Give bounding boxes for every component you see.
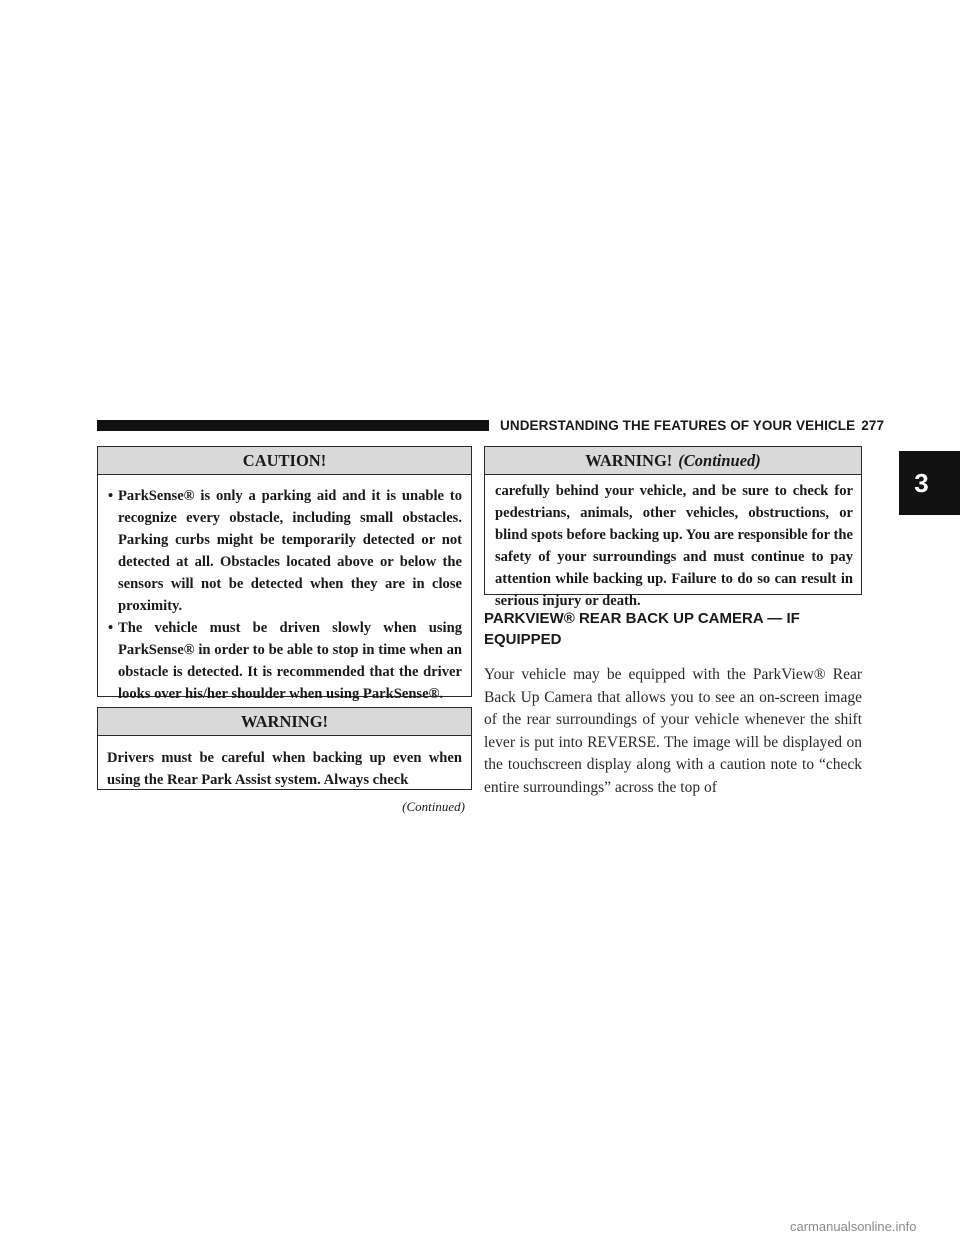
warning-text: Drivers must be careful when backing up even when using the Rear Park Assist system. Always check: [107, 750, 462, 788]
page-number: 277: [861, 418, 885, 433]
section-paragraph: Your vehicle may be equipped with the ParkView® Rear Back Up Camera that allows you to see an on-screen image of the rear surroundings of your vehicle whenever the shift lever is put into REVERSE. The image will be displayed on the touchscreen display along with a caution note to “check entire surroundings” across the top of: [484, 666, 862, 796]
header-title: UNDERSTANDING THE FEATURES OF YOUR VEHICLE: [500, 418, 856, 433]
caution-title: CAUTION!: [98, 447, 471, 475]
chapter-tab: [899, 451, 960, 515]
section-heading: PARKVIEW® REAR BACK UP CAMERA — IF EQUIPPED: [484, 610, 800, 648]
caution-item-text: The vehicle must be driven slowly when using ParkSense® in order to be able to stop in time when an obstacle is detected. It is recommended that the driver looks over his/her shoulder when using ParkSense®.: [118, 620, 462, 702]
warning-title: WARNING!: [98, 708, 471, 736]
caution-item: [108, 617, 462, 705]
warning-continued-suffix: (Continued): [678, 451, 761, 470]
warning-box: [97, 707, 472, 790]
running-header: [500, 418, 884, 433]
header-rule: [97, 420, 489, 431]
caution-item: [108, 485, 462, 617]
watermark: carmanualsonline.info: [790, 1219, 917, 1234]
caution-list: [98, 475, 471, 705]
bullet: •: [108, 488, 114, 504]
continued-note: (Continued): [402, 799, 465, 814]
caution-item-text: ParkSense® is only a parking aid and it is unable to recognize every obstacle, including small obstacles. Parking curbs might be temporarily detected or not detected at all. Obstacles located above or below the sensors will not be detected when they are in close proximity.: [118, 488, 462, 614]
warning-continued-title: [485, 447, 861, 475]
bullet: •: [108, 620, 114, 636]
warning-continued-box: [484, 446, 862, 609]
warning-continued-text: carefully behind your vehicle, and be sure to check for pedestrians, animals, other vehicles, obstructions, or blind spots before backing up. You are responsible for the safety of your surroundings and must continue to pay attention while backing up. Failure to do so can result in serious injury or death.: [495, 483, 853, 609]
caution-box: [97, 446, 472, 702]
chapter-number: 3: [914, 467, 929, 498]
warning-continued-label: WARNING!: [585, 451, 673, 470]
